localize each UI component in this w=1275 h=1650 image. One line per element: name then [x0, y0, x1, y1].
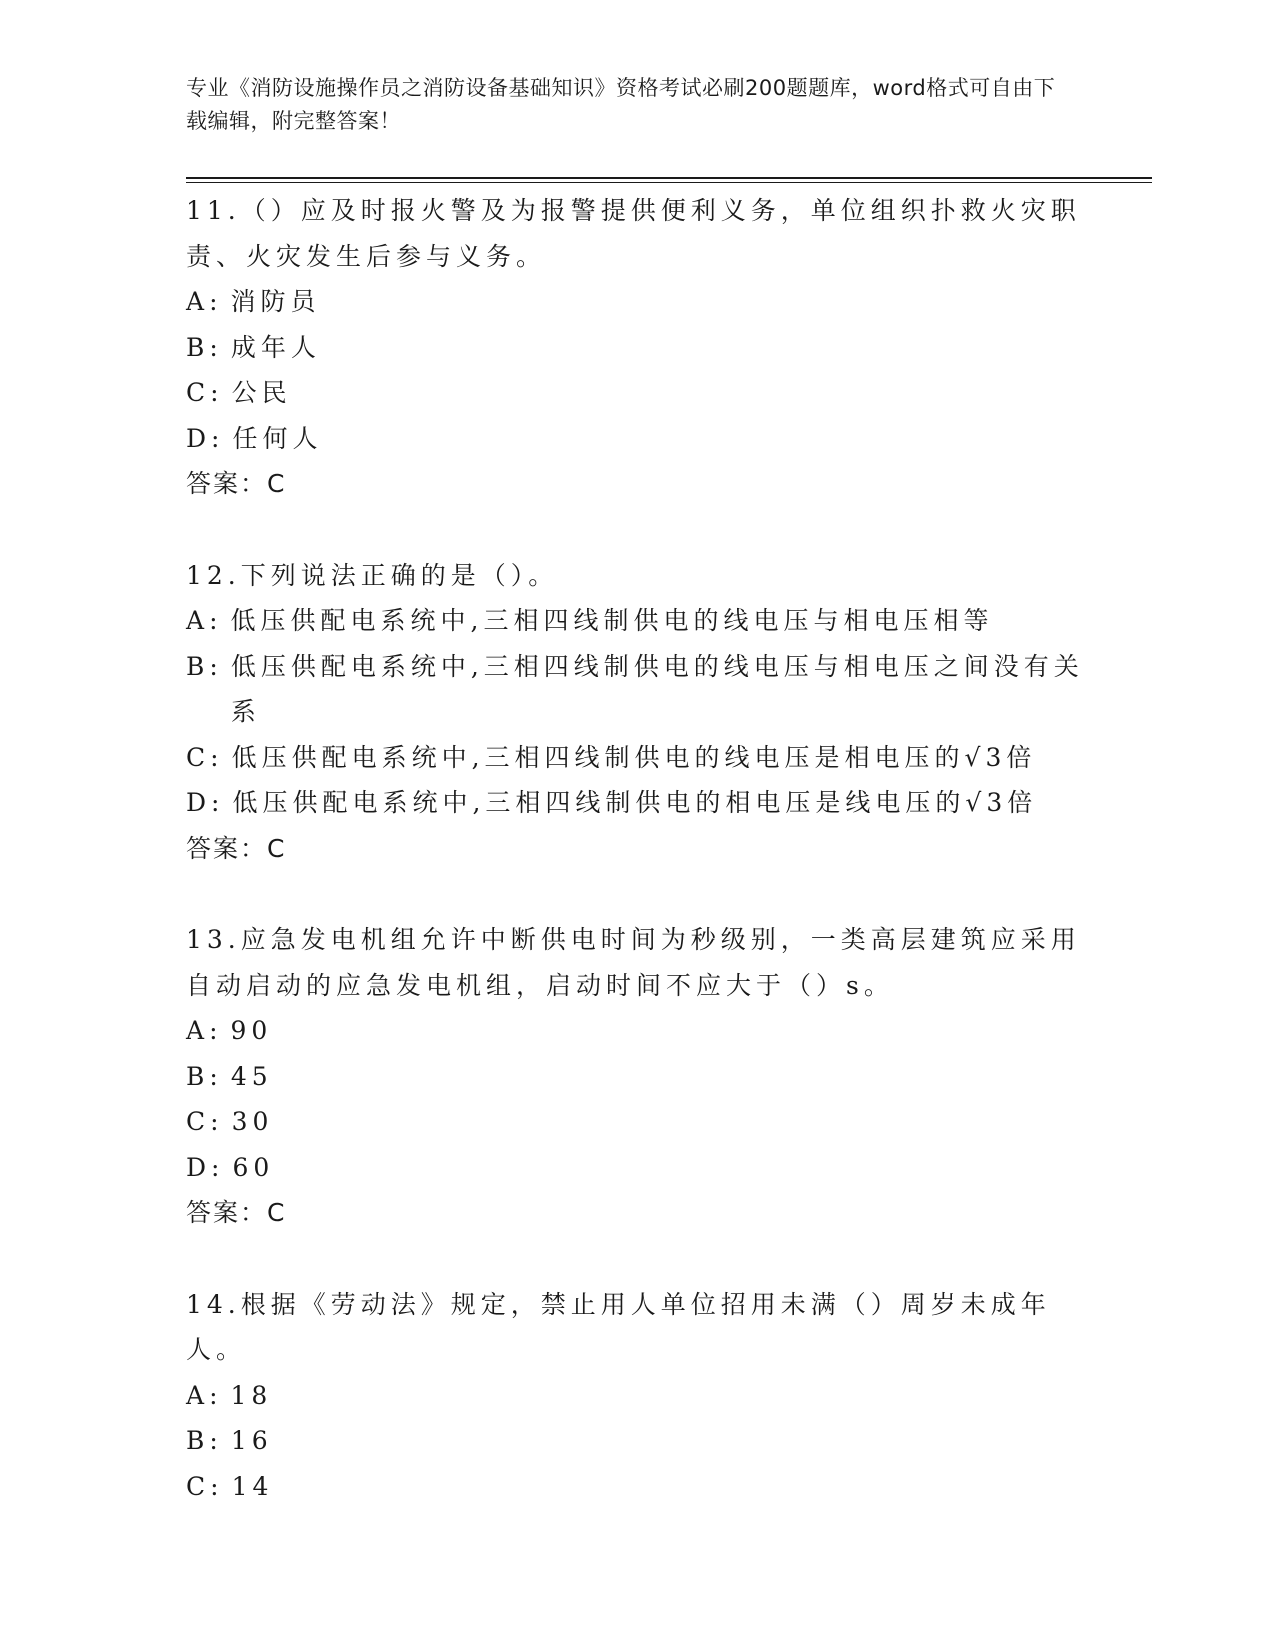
option-a: A : 90 [186, 1016, 273, 1045]
option-a: A : 消防员 [186, 287, 321, 316]
answer-key: 答案：C [186, 833, 287, 863]
option-c: C : 公民 [186, 378, 292, 407]
option-d: D : 60 [186, 1152, 275, 1182]
option-d: D : 低压供配电系统中,三相四线制供电的相电压是线电压的√3倍 [186, 788, 1038, 817]
question-list [186, 188, 1086, 1555]
option-b: B : 16 [186, 1426, 273, 1455]
header-divider [186, 177, 1152, 179]
option-c: C : 14 [186, 1471, 274, 1501]
document-header: 专业《消防设施操作员之消防设备基础知识》资格考试必刷200题题库，word格式可自由下载编辑，附完整答案！ [186, 76, 1056, 133]
question-stem: 11.（）应及时报火警及为报警提供便利义务，单位组织扑救火灾职责、火灾发生后参与义务。 [186, 196, 1081, 271]
answer-key: 答案：C [186, 469, 287, 498]
option-b: B : 45 [186, 1061, 273, 1091]
option-c: C : 30 [186, 1107, 274, 1136]
question-14 [186, 1282, 1086, 1510]
question-11 [186, 188, 1086, 507]
question-stem: 13.应急发电机组允许中断供电时间为秒级别，一类高层建筑应采用自动启动的应急发电机组，启动时间不应大于（）s。 [186, 925, 1081, 1000]
header-divider-thin [186, 182, 1152, 183]
question-stem: 12.下列说法正确的是（）。 [186, 560, 559, 590]
question-stem: 14.根据《劳动法》规定，禁止用人单位招用未满（）周岁未成年人。 [186, 1289, 1051, 1364]
option-d: D : 任何人 [186, 423, 323, 453]
option-b: B : 成年人 [186, 332, 321, 362]
option-a: A : 18 [186, 1380, 273, 1410]
option-b: B : 低压供配电系统中,三相四线制供电的线电压与相电压之间没有关系 [186, 651, 1084, 726]
option-c: C : 低压供配电系统中,三相四线制供电的线电压是相电压的√3倍 [186, 742, 1037, 772]
question-13 [186, 917, 1086, 1236]
answer-key: 答案：C [186, 1198, 287, 1227]
question-12 [186, 553, 1086, 872]
option-a: A : 低压供配电系统中,三相四线制供电的线电压与相电压相等 [186, 606, 994, 635]
